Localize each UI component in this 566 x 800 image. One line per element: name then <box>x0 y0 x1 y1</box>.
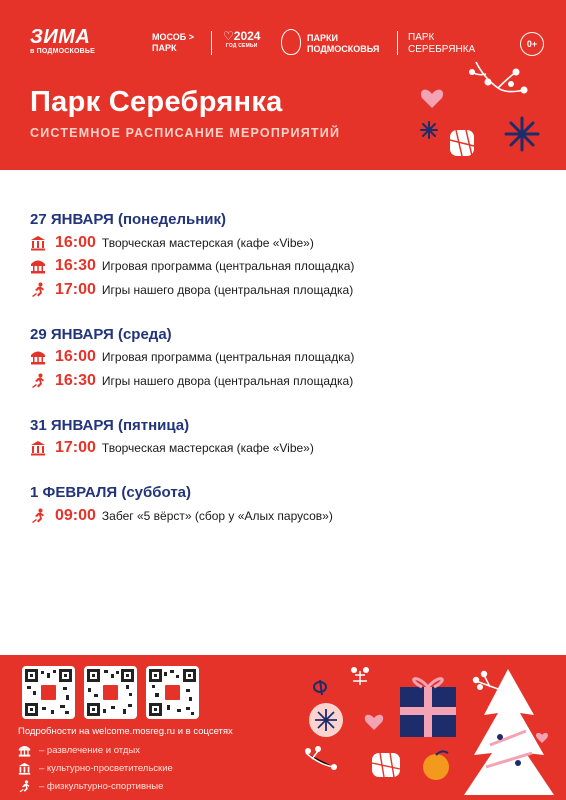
carousel-icon <box>18 744 31 757</box>
event-time: 16:30 <box>55 371 96 389</box>
gift-cookie-icon <box>450 130 474 156</box>
event-time: 17:00 <box>55 439 96 457</box>
ornament-icon <box>309 680 343 737</box>
berry-branch-icon <box>351 667 369 685</box>
event-description: Творческая мастерская (кафе «Vibe») <box>101 235 314 250</box>
event-description: Забег «5 вёрст» (сбор у «Алых парусов») <box>101 508 333 523</box>
runner-icon <box>18 780 31 793</box>
vk-icon <box>101 683 120 702</box>
event-row <box>30 278 540 302</box>
museum-icon <box>30 235 46 251</box>
header-banner <box>0 0 566 170</box>
telegram-icon <box>39 683 58 702</box>
museum-icon <box>18 762 31 775</box>
schedule-day <box>30 324 540 393</box>
runner-icon <box>30 282 46 298</box>
schedule-day <box>30 482 540 528</box>
gift-box-icon <box>400 679 456 737</box>
event-time: 09:00 <box>55 506 96 524</box>
legend-item <box>18 741 173 759</box>
gift-cookie-icon <box>372 753 400 777</box>
page-subtitle: СИСТЕМНОЕ РАСПИСАНИЕ МЕРОПРИЯТИЙ <box>30 126 341 140</box>
snowflake-icon <box>506 118 538 150</box>
event-time: 16:00 <box>55 348 96 366</box>
event-row <box>30 369 540 393</box>
event-description: Игровая программа (центральная площадка) <box>101 350 355 365</box>
winter-decoration-illustration <box>416 60 566 170</box>
schedule-day <box>30 209 540 302</box>
event-description: Творческая мастерская (кафе «Vibe») <box>101 441 314 456</box>
orange-icon <box>423 754 449 780</box>
carousel-icon <box>30 258 46 274</box>
year-of-family-caption: ГОД СЕМЬИ <box>225 43 258 49</box>
park-name-logo <box>408 32 475 56</box>
runner-icon <box>30 508 46 524</box>
carousel-icon <box>30 349 46 365</box>
logo-divider <box>211 31 212 55</box>
event-row <box>30 504 540 528</box>
parki-emblem-icon <box>281 29 301 55</box>
age-rating-badge: 0+ <box>520 32 544 56</box>
museum-icon <box>30 440 46 456</box>
berry-branch-icon <box>306 751 334 767</box>
heart-icon <box>365 715 383 730</box>
event-description: Игры нашего двора (центральная площадка) <box>101 373 354 388</box>
day-date: 27 ЯНВАРЯ (понедельник) <box>30 211 226 228</box>
event-time: 17:00 <box>55 280 96 298</box>
footer-info-text: Подробности на welcome.mosreg.ru и в соцсетях <box>18 726 233 737</box>
day-date: 1 ФЕВРАЛЯ (суббота) <box>30 484 192 501</box>
event-time: 16:00 <box>55 233 96 251</box>
icon-legend <box>18 741 173 795</box>
legend-label: – развлечение и отдых <box>39 744 140 756</box>
schedule-day <box>30 415 540 461</box>
legend-label: – культурно-просветительские <box>39 762 173 774</box>
legend-item <box>18 777 173 795</box>
winter-gifts-illustration <box>300 655 566 800</box>
parki-logo-line1: ПАРКИ <box>307 33 338 43</box>
page-title: Парк Серебрянка <box>30 86 283 118</box>
ok-qr-code[interactable] <box>146 666 199 719</box>
ok-icon <box>163 683 182 702</box>
event-description: Игровая программа (центральная площадка) <box>101 259 355 274</box>
event-description: Игры нашего двора (центральная площадка) <box>101 282 354 297</box>
zima-logo-text: ЗИМА <box>30 26 91 48</box>
parki-logo-line2: ПОДМОСКОВЬЯ <box>307 44 380 54</box>
legend-label: – физкультурно-спортивные <box>39 780 164 792</box>
mosobpark-logo <box>152 32 194 54</box>
berry-branch-icon <box>472 62 524 92</box>
heart-icon <box>536 733 548 743</box>
event-row <box>30 437 540 461</box>
event-row <box>30 255 540 279</box>
event-time: 16:30 <box>55 257 96 275</box>
legend-item <box>18 759 173 777</box>
zima-logo-subtext: в ПОДМОСКОВЬЕ <box>30 48 96 55</box>
mosobpark-logo-line1: МОСОБ > <box>152 32 194 42</box>
park-logo-line2: СЕРЕБРЯНКА <box>408 44 476 55</box>
event-row <box>30 231 540 255</box>
logo-divider <box>397 31 398 55</box>
mosobpark-logo-line2: ПАРК <box>152 43 177 53</box>
runner-icon <box>30 373 46 389</box>
heart-icon <box>421 90 443 108</box>
vk-qr-code[interactable] <box>84 666 137 719</box>
logo-row <box>30 28 552 58</box>
year-of-family-logo <box>223 29 260 49</box>
day-date: 31 ЯНВАРЯ (пятница) <box>30 416 190 434</box>
zima-logo <box>30 28 95 55</box>
snowflake-icon <box>421 122 437 138</box>
year-of-family-number: ♡2024 <box>223 29 261 43</box>
day-date: 29 ЯНВАРЯ (среда) <box>30 325 172 343</box>
park-logo-line1: ПАРК <box>408 32 435 43</box>
event-row <box>30 346 540 370</box>
schedule-list <box>30 209 540 550</box>
telegram-qr-code[interactable] <box>22 666 75 719</box>
footer-banner <box>0 655 566 800</box>
